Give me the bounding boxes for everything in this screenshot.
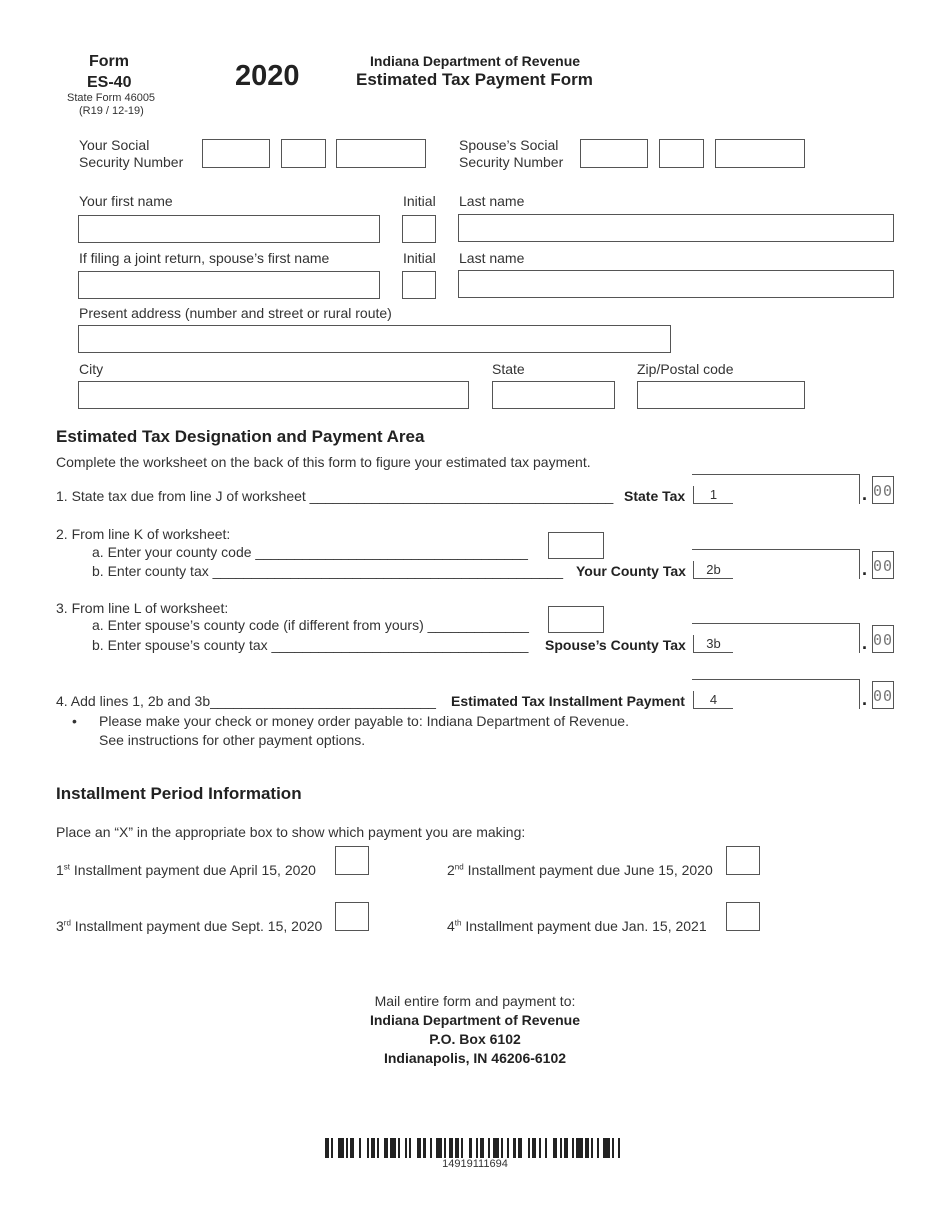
spouse-ssn-part2-input[interactable] xyxy=(659,139,704,168)
your-ssn-part2-input[interactable] xyxy=(281,139,326,168)
line1-amount-input[interactable] xyxy=(692,474,860,504)
spouse-initial-label: Initial xyxy=(403,250,436,266)
line3b-decimal-point: . xyxy=(862,633,868,653)
spouse-ssn-part3-input[interactable] xyxy=(715,139,805,168)
installment-4-label: 4th Installment payment due Jan. 15, 2021 xyxy=(447,918,707,934)
installment-1-label: 1st Installment payment due April 15, 2020 xyxy=(56,862,316,878)
line1-text: 1. State tax due from line J of worksheet _______________________________________ xyxy=(56,488,614,504)
spouse-ssn-part1-input[interactable] xyxy=(580,139,648,168)
initial-label: Initial xyxy=(403,193,436,209)
line2b-text: b. Enter county tax _____________________________________________ xyxy=(92,563,563,579)
city-label: City xyxy=(79,361,104,377)
spouse-ssn-label-line1: Spouse’s Social xyxy=(459,137,559,153)
line2a-text: a. Enter your county code ___________________________________ xyxy=(92,544,528,560)
line4-text: 4. Add lines 1, 2b and 3b_____________________________ xyxy=(56,693,436,709)
line2-label: Your County Tax xyxy=(576,563,686,579)
first-name-label: Your first name xyxy=(79,193,173,209)
line3b-number: 3b xyxy=(693,635,733,653)
barcode-space xyxy=(620,1138,622,1158)
barcode xyxy=(325,1138,623,1158)
department-name: Indiana Department of Revenue xyxy=(370,53,581,69)
address-input[interactable] xyxy=(78,325,671,353)
spouse-first-name-input[interactable] xyxy=(78,271,380,299)
line4-label: Estimated Tax Installment Payment xyxy=(451,693,685,709)
line1-number: 1 xyxy=(693,486,733,504)
installment-heading: Installment Period Information xyxy=(56,784,302,803)
first-name-input[interactable] xyxy=(78,215,380,243)
designation-heading: Estimated Tax Designation and Payment Area xyxy=(56,427,425,446)
form-word: Form xyxy=(89,53,129,70)
installment-3-label: 3rd Installment payment due Sept. 15, 2020 xyxy=(56,918,323,934)
county-code-input[interactable] xyxy=(548,532,604,559)
your-ssn-label-line2: Security Number xyxy=(79,154,184,170)
payment-note-line1: Please make your check or money order payable to: Indiana Department of Revenue. xyxy=(99,713,629,729)
note-bullet: • xyxy=(72,713,77,729)
city-input[interactable] xyxy=(78,381,469,409)
line2b-cents: 00 xyxy=(872,551,894,579)
spouse-last-name-input[interactable] xyxy=(458,270,894,298)
barcode-number: 14919111694 xyxy=(442,1158,508,1170)
line3-text: 3. From line L of worksheet: xyxy=(56,600,229,616)
last-name-input[interactable] xyxy=(458,214,894,242)
line2b-number: 2b xyxy=(693,561,733,579)
zip-label: Zip/Postal code xyxy=(637,361,734,377)
address-label: Present address (number and street or rural route) xyxy=(79,305,392,321)
line2-text: 2. From line K of worksheet: xyxy=(56,526,231,542)
line3b-amount-input[interactable] xyxy=(692,623,860,653)
state-label: State xyxy=(492,361,525,377)
line1-label: State Tax xyxy=(624,488,686,504)
mail-department: Indiana Department of Revenue xyxy=(369,1012,581,1028)
line3b-cents: 00 xyxy=(872,625,894,653)
line4-decimal-point: . xyxy=(862,689,868,709)
installment-1-checkbox[interactable] xyxy=(335,846,369,875)
your-ssn-part3-input[interactable] xyxy=(336,139,426,168)
line3b-text: b. Enter spouse’s county tax _________________________________ xyxy=(92,637,529,653)
mail-city: Indianapolis, IN 46206-6102 xyxy=(383,1050,567,1066)
zip-input[interactable] xyxy=(637,381,805,409)
spouse-last-name-label: Last name xyxy=(459,250,525,266)
your-ssn-part1-input[interactable] xyxy=(202,139,270,168)
spouse-first-name-label: If filing a joint return, spouse’s first name xyxy=(79,250,330,266)
line3-label: Spouse’s County Tax xyxy=(545,637,686,653)
mail-instruction: Mail entire form and payment to: xyxy=(374,993,576,1009)
line2b-decimal-point: . xyxy=(862,559,868,579)
form-id: ES-40 xyxy=(87,74,132,91)
your-ssn-label-line1: Your Social xyxy=(79,137,150,153)
tax-year: 2020 xyxy=(235,60,300,92)
installment-instructions: Place an “X” in the appropriate box to show which payment you are making: xyxy=(56,824,526,840)
line2b-amount-input[interactable] xyxy=(692,549,860,579)
form-revision: (R19 / 12-19) xyxy=(79,105,144,117)
line4-amount-input[interactable] xyxy=(692,679,860,709)
line1-decimal-point: . xyxy=(862,484,868,504)
initial-input[interactable] xyxy=(402,215,436,243)
form-title: Estimated Tax Payment Form xyxy=(356,70,593,89)
line3a-text: a. Enter spouse’s county code (if different from yours) _____________ xyxy=(92,617,529,633)
installment-2-checkbox[interactable] xyxy=(726,846,760,875)
last-name-label: Last name xyxy=(459,193,525,209)
mail-block xyxy=(275,992,675,1068)
state-input[interactable] xyxy=(492,381,615,409)
state-form-number: State Form 46005 xyxy=(67,92,156,104)
installment-4-checkbox[interactable] xyxy=(726,902,760,931)
designation-instructions: Complete the worksheet on the back of this form to figure your estimated tax payment. xyxy=(56,454,591,470)
spouse-ssn-label-line2: Security Number xyxy=(459,154,564,170)
mail-po-box: P.O. Box 6102 xyxy=(429,1031,521,1047)
line4-number: 4 xyxy=(693,691,733,709)
installment-2-label: 2nd Installment payment due June 15, 2020 xyxy=(447,862,713,878)
line4-cents: 00 xyxy=(872,681,894,709)
installment-3-checkbox[interactable] xyxy=(335,902,369,931)
spouse-initial-input[interactable] xyxy=(402,271,436,299)
line1-cents: 00 xyxy=(872,476,894,504)
spouse-county-code-input[interactable] xyxy=(548,606,604,633)
payment-note-line2: See instructions for other payment options. xyxy=(99,732,366,748)
